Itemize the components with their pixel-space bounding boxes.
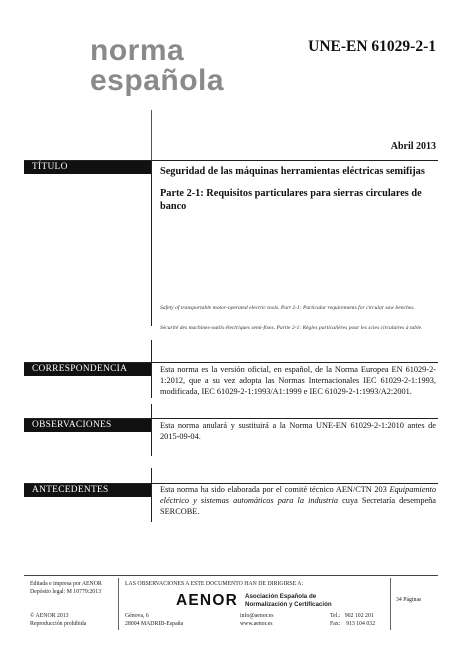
footer-tel: 902 102 201	[344, 613, 374, 619]
footer-email: info@aenor.es	[240, 613, 274, 619]
footer-rule-left	[118, 578, 119, 630]
title-french: Sécurité des machines-outils électriques semi-fixes. Partie 2-1: Règles particulières pour les scies circulaires à table.	[160, 325, 423, 331]
antecedentes-text	[160, 484, 436, 517]
brand-line-2: española	[90, 64, 225, 97]
section-label-titulo: TÍTULO	[24, 161, 151, 174]
footer-rights	[30, 612, 86, 628]
footer-city: 28004 MADRID-España	[125, 621, 184, 627]
footer-edited: Editada e impresa por AENOR	[30, 581, 102, 587]
title-part: Parte 2-1: Requisitos particulares para sierras circulares de banco	[160, 188, 422, 212]
footer-fax-label: Fax:	[330, 621, 341, 627]
aenor-association	[245, 593, 332, 608]
section-label-correspondencia: CORRESPONDENCIA	[24, 363, 151, 376]
footer-rule-right	[390, 578, 391, 630]
footer-fax: 913 104 032	[346, 621, 376, 627]
title-english: Safety of transportable motor-operated electric tools. Part 2-1: Particular requirements for circular saw benches.	[160, 305, 415, 311]
footer-divider	[24, 575, 438, 576]
antecedentes-committee: Equipamiento eléctrico y sistemas automáticos para la industria	[160, 485, 436, 505]
brand-title	[90, 36, 224, 96]
footer-phone	[330, 612, 375, 628]
antecedentes-text-1: Esta norma ha sido elaborada por el comité técnico AEN/CTN 203	[160, 485, 390, 494]
section-label-observaciones: OBSERVACIONES	[24, 419, 151, 432]
footer-copyright: © AENOR 2013	[30, 613, 69, 619]
rule-antecedentes	[151, 468, 152, 522]
correspondencia-text: Esta norma es la versión oficial, en español, de la Norma Europea EN 61029-2-1:2012, que a su vez adopta las Normas Internacionales IEC 61029-2-1:1993, modificada, IEC 61029-2-1:1993/A1:1999 e IEC 61029-2-1:1993/A2:2001.	[160, 365, 436, 396]
footer-web: www.aenor.es	[240, 621, 273, 627]
footer-address	[125, 612, 183, 628]
footer-edition	[30, 580, 102, 596]
aenor-logo: AENOR	[176, 592, 238, 609]
brand-line-1: norma	[90, 34, 185, 67]
rule-titulo	[151, 160, 152, 326]
aenor-association-line-1: Asociación Española de	[245, 593, 317, 600]
footer-reproduction: Reproducción prohibida	[30, 621, 87, 627]
standard-number: UNE-EN 61029-2-1	[308, 38, 436, 55]
footer-contact	[240, 612, 274, 628]
rule-top	[151, 110, 152, 160]
rule-observaciones	[151, 404, 152, 456]
footer-pages: 34 Páginas	[396, 597, 422, 603]
footer-tel-label: Tel.:	[330, 613, 341, 619]
footer-notice: LAS OBSERVACIONES A ESTE DOCUMENTO HAN DE DIRIGIRSE A:	[125, 581, 304, 587]
section-label-antecedentes: ANTECEDENTES	[24, 484, 151, 497]
footer-street: Génova, 6	[125, 613, 149, 619]
footer-deposit: Depósito legal: M 10779:2013	[30, 589, 102, 595]
publication-date: Abril 2013	[390, 141, 436, 152]
aenor-association-line-2: Normalización y Certificación	[245, 600, 332, 608]
observaciones-text: Esta norma anulará y sustituirá a la Norma UNE-EN 61029-2-1:2010 antes de 2015-09-04.	[160, 421, 436, 441]
antecedentes-text-2: cuya Secretaría desempeña SERCOBE.	[160, 496, 436, 516]
title-main: Seguridad de las máquinas herramientas eléctricas semifijas	[160, 166, 425, 177]
rule-correspondencia	[151, 340, 152, 398]
